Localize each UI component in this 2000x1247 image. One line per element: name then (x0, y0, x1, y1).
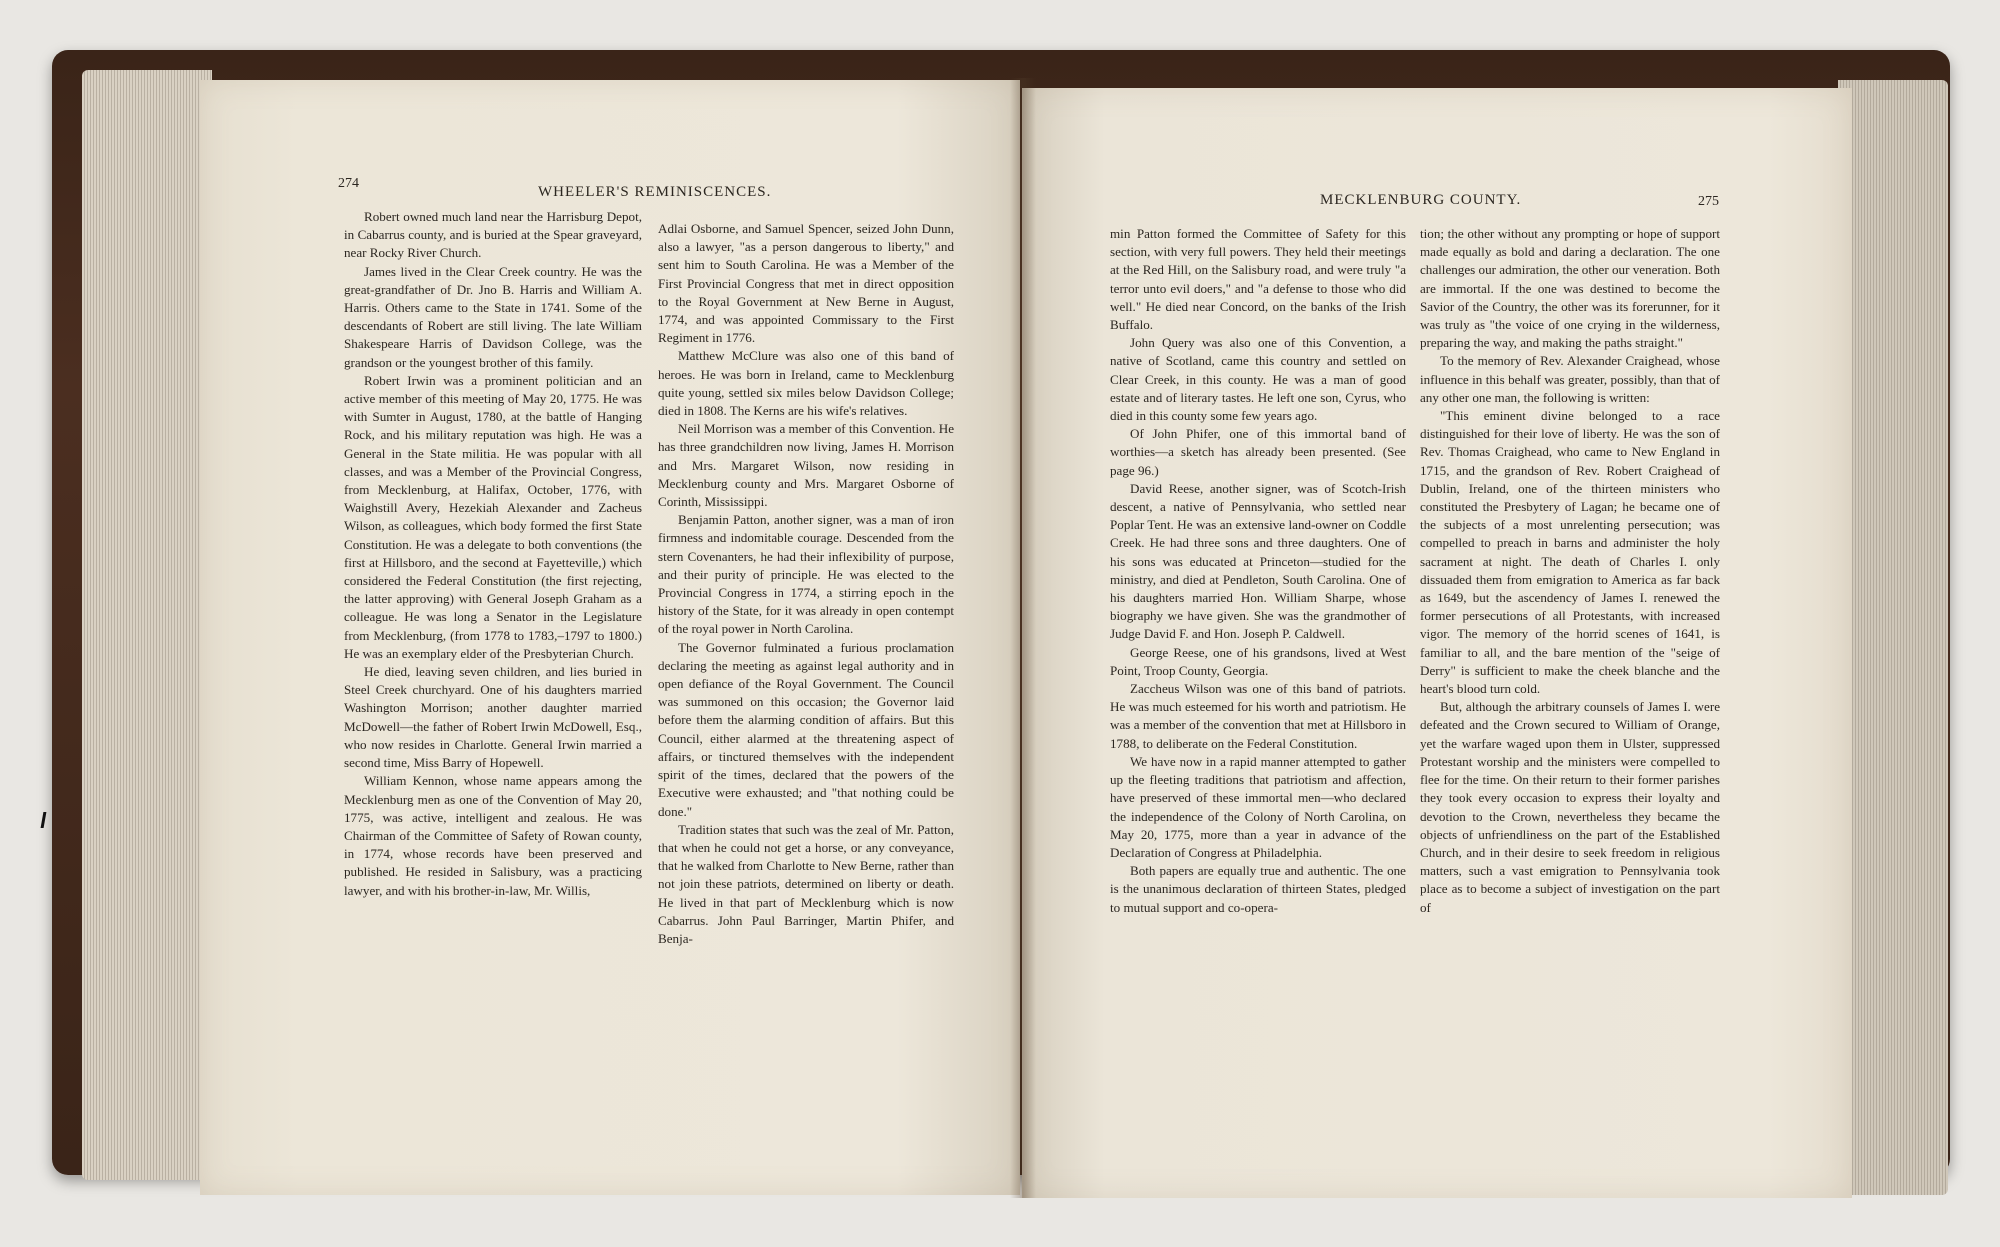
paragraph: Of John Phifer, one of this immortal band of worthies—a sketch has already been presented. (See page 96.) (1110, 426, 1406, 478)
paragraph: But, although the arbitrary counsels of James I. were defeated and the Crown secured to William of Orange, yet the warfare waged upon them in Ulster, suppressed Protestant worship and the ministers were compelled to flee for the time. On their return to their former parishes they took every occasion to express their loyalty and devotion to the Crown, nevertheless they became the objects of unfriendliness on the part of the Established Church, and in their desire to seek freedom in religious matters, such a vast emigration to Pennsylvania took place as to become a subject of investigation on the part of (1420, 699, 1720, 915)
right-page-number: 275 (1698, 194, 1719, 209)
right-page-column-1 (1110, 225, 1406, 917)
paragraph: Robert owned much land near the Harrisburg Depot, in Cabarrus county, and is buried at the Spear graveyard, near Rocky River Church. (344, 209, 642, 261)
paragraph: Tradition states that such was the zeal of Mr. Patton, that when he could not get a horse, or any conveyance, that he walked from Charlotte to New Berne, rather than not join these patriots, determined on liberty or death. He lived in that part of Mecklenburg which is now Cabarrus. John Paul Barringer, Martin Phifer, and Benja- (658, 821, 954, 946)
paragraph: The Governor fulminated a furious proclamation declaring the meeting as against legal authority and in open defiance of the Royal Government. The Council was summoned on this occasion; the Governor laid before them the alarming condition of affairs. But this Council, either alarmed at the threatening aspect of affairs, or tinctured themselves with the independent spirit of the times, declared that the powers of the Executive were exhausted; and "that nothing could be done." (658, 639, 954, 819)
paragraph: Both papers are equally true and authentic. The one is the unanimous declaration of thirteen States, pledged to mutual support and co-opera- (1110, 863, 1406, 915)
paragraph: To the memory of Rev. Alexander Craighead, whose influence in this behalf was greater, possibly, than that of any other one man, the following is written: (1420, 353, 1720, 405)
paragraph: Robert Irwin was a prominent politician and an active member of this meeting of May 20, 1775. He was with Sumter in August, 1780, at the battle of Hanging Rock, and his military reputation was high. He was a General in the State militia. He was popular with all classes, and was a Member of the Provincial Congress, from Mecklenburg, at Halifax, October, 1776, with Waighstill Avery, Hezekiah Alexander and Zacheus Wilson, as colleagues, which body formed the first State Constitution. He was a delegate to both conventions (the first at Hillsboro, and the second at Fayetteville,) which considered the Federal Constitution (the first rejecting, the latter approving) with General Joseph Graham as a colleague. He was long a Senator in the Legislature from Mecklenburg, (from 1778 to 1783,–1797 to 1800.) He was an exemplary elder of the Presbyterian Church. (344, 372, 642, 661)
paragraph: tion; the other without any prompting or hope of support made equally as bold and daring a declaration. The one challenges our admiration, the other our veneration. Both are immortal. If the one was destined to become the Savior of the Country, the other was its forerunner, for it was truly as "the voice of one crying in the wilderness, preparing the way, and making the paths straight." (1420, 226, 1720, 351)
left-running-head: WHEELER'S REMINISCENCES. (538, 184, 772, 200)
paragraph: Benjamin Patton, another signer, was a man of iron firmness and indomitable courage. Descended from the stern Covenanters, he had their inflexibility of purpose, and their purity of principle. He was elected to the Provincial Congress in 1774, a stirring epoch in the history of the State, for it was already in open contempt of the royal power in North Carolina. (658, 512, 954, 637)
paragraph: Adlai Osborne, and Samuel Spencer, seized John Dunn, also a lawyer, "as a person dangerous to liberty," and sent him to South Carolina. He was a Member of the First Provincial Congress that met in direct opposition to the Royal Government at New Berne in August, 1774, and was appointed Commissary to the First Regiment in 1776. (658, 221, 954, 346)
paragraph: "This eminent divine belonged to a race distinguished for their love of liberty. He was the son of Rev. Thomas Craighead, who came to New England in 1715, and the grandson of Rev. Robert Craighead of Dublin, Ireland, one of the thirteen ministers who constituted the Presbytery of Lagan; he became one of the subjects of a most unrelenting persecution; was compelled to preach in barns and administer the holy sacrament at night. The death of Charles I. only dissuaded them from emigration to America as far back as 1649, but the ascendency of James I. renewed the former persecutions of all Protestants, with increased vigor. The memory of the horrid scenes of 1641, is familiar to all, and the bare mention of the "seige of Derry" is sufficient to make the cheek blanche and the heart's blood turn cold. (1420, 408, 1720, 697)
margin-mark (41, 812, 47, 828)
paragraph: Neil Morrison was a member of this Convention. He has three grandchildren now living, James H. Morrison and Mrs. Margaret Wilson, now residing in Mecklenburg county and Mrs. Margaret Osborne of Corinth, Mississippi. (658, 421, 955, 510)
paragraph: min Patton formed the Committee of Safety for this section, with very full powers. They held their meetings at the Red Hill, on the Salisbury road, and were truly "a terror unto evil doers," and "a defense to those who did well." He died near Concord, on the banks of the Irish Buffalo. (1110, 226, 1406, 333)
right-page-column-2 (1420, 225, 1720, 917)
right-running-head: MECKLENBURG COUNTY. (1320, 192, 1522, 208)
paragraph: We have now in a rapid manner attempted to gather up the fleeting traditions that patriotism and affection, have preserved of these immortal men—who declared the independence of the Colony of North Carolina, on May 20, 1775, more than a year in advance of the Declaration of Congress at Philadelphia. (1110, 753, 1406, 860)
paragraph: He died, leaving seven children, and lies buried in Steel Creek churchyard. One of his daughters married Washington Morrison; another daughter married McDowell—the father of Robert Irwin McDowell, Esq., who now resides in Charlotte. General Irwin married a second time, Miss Barry of Hopewell. (344, 664, 642, 771)
left-page-number: 274 (338, 176, 359, 191)
left-page-column-1 (344, 208, 642, 900)
paragraph: James lived in the Clear Creek country. He was the great-grandfather of Dr. Jno B. Harris and William A. Harris. Others came to the State in 1741. Some of the descendants of Robert are still living. The late William Shakespeare Harris of Davidson College, was the grandson or the youngest brother of this family. (344, 263, 642, 370)
paragraph: Zaccheus Wilson was one of this band of patriots. He was much esteemed for his worth and patriotism. He was a member of the convention that met at Hillsboro in 1788, to deliberate on the Federal Constitution. (1110, 681, 1406, 751)
left-page-column-2 (658, 220, 954, 948)
left-page-edges (82, 70, 212, 1180)
paragraph: George Reese, one of his grandsons, lived at West Point, Troop County, Georgia. (1110, 644, 1406, 678)
paragraph: David Reese, another signer, was of Scotch-Irish descent, a native of Pennsylvania, who settled near Poplar Tent. He was an extensive land-owner on Coddle Creek. He had three sons and three daughters. One of his sons was educated at Princeton—studied for the ministry, and died at Pendleton, South Carolina. One of his daughters married Hon. William Sharpe, whose biography we have given. She was the grandmother of Judge David F. and Hon. Joseph P. Caldwell. (1110, 480, 1406, 642)
paragraph: Matthew McClure was also one of this band of heroes. He was born in Ireland, came to Mecklenburg quite young, settled six miles below Davidson College; died in 1808. The Kerns are his wife's relatives. (658, 348, 954, 419)
paragraph: John Query was also one of this Convention, a native of Scotland, came this country and settled on Clear Creek, in this county. He was a man of good estate and of literary tastes. He left one son, Cyrus, who died in this county some few years ago. (1110, 335, 1406, 424)
book-gutter (1010, 78, 1036, 1198)
paragraph: William Kennon, whose name appears among the Mecklenburg men as one of the Convention of May 20, 1775, was active, intelligent and zealous. He was Chairman of the Committee of Safety of Rowan county, in 1774, whose records have been preserved and published. He resided in Salisbury, was a practicing lawyer, and with his brother-in-law, Mr. Willis, (344, 773, 642, 898)
right-page-edges (1838, 80, 1948, 1195)
